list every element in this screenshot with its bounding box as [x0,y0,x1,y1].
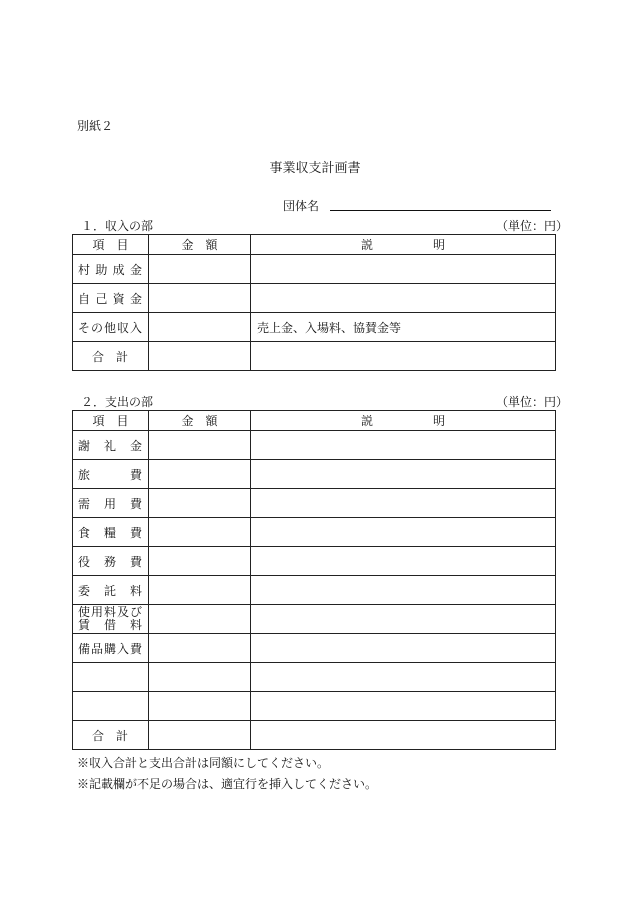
table-row [73,518,556,547]
table-row [73,634,556,663]
organization-name-line[interactable] [330,210,551,211]
description-cell[interactable] [251,489,556,518]
item-label[interactable] [73,692,149,721]
table-row [73,255,556,284]
note-equal-totals: ※収入合計と支出合計は同額にしてください。 [77,756,330,770]
item-label: 旅費 [73,460,149,489]
total-amount-cell[interactable] [149,342,251,371]
item-label: 自己資金 [73,284,149,313]
item-label: 役務費 [73,547,149,576]
item-label-line1: 使用料及び [78,605,142,619]
description-cell[interactable] [251,255,556,284]
description-cell[interactable] [251,576,556,605]
expense-total-row [73,721,556,750]
item-label: 備品購入費 [73,634,149,663]
description-cell[interactable] [251,634,556,663]
item-label[interactable] [73,663,149,692]
amount-cell[interactable] [149,313,251,342]
item-label: その他収入 [73,313,149,342]
table-row [73,547,556,576]
amount-cell[interactable] [149,255,251,284]
description-cell[interactable] [251,547,556,576]
total-label: 合 計 [73,342,149,371]
income-unit-label: （単位：円） [496,219,569,233]
total-description-cell[interactable] [251,342,556,371]
amount-cell[interactable] [149,489,251,518]
table-row [73,692,556,721]
description-cell[interactable] [251,460,556,489]
description-cell[interactable]: 売上金、入場料、協賛金等 [251,313,556,342]
description-cell[interactable] [251,605,556,634]
table-row [73,576,556,605]
item-label: 需用費 [73,489,149,518]
note-insert-rows: ※記載欄が不足の場合は、適宜行を挿入してください。 [77,777,378,791]
income-section-title: １．収入の部 [81,219,154,233]
amount-cell[interactable] [149,605,251,634]
header-item: 項 目 [73,411,149,431]
table-row [73,284,556,313]
header-item: 項 目 [73,235,149,255]
total-amount-cell[interactable] [149,721,251,750]
table-row [73,431,556,460]
header-amount: 金 額 [149,411,251,431]
income-total-row [73,342,556,371]
income-header-row [73,235,556,255]
table-row [73,605,556,634]
item-label [73,605,149,634]
income-table [72,234,556,371]
table-row [73,489,556,518]
description-cell[interactable] [251,431,556,460]
amount-cell[interactable] [149,284,251,313]
amount-cell[interactable] [149,460,251,489]
description-cell[interactable] [251,518,556,547]
total-label: 合 計 [73,721,149,750]
expense-section-title: ２．支出の部 [81,395,154,409]
table-row [73,460,556,489]
item-label: 食糧費 [73,518,149,547]
header-description: 説 明 [251,235,556,255]
header-amount: 金 額 [149,235,251,255]
total-description-cell[interactable] [251,721,556,750]
attachment-label: 別紙２ [77,119,114,133]
item-label: 村助成金 [73,255,149,284]
description-cell[interactable] [251,692,556,721]
item-label: 謝礼金 [73,431,149,460]
amount-cell[interactable] [149,576,251,605]
organization-label: 団体名 [283,199,320,213]
table-row [73,663,556,692]
document-title: 事業収支計画書 [269,161,361,176]
expense-unit-label: （単位：円） [496,395,569,409]
description-cell[interactable] [251,663,556,692]
expense-table [72,410,556,750]
amount-cell[interactable] [149,692,251,721]
amount-cell[interactable] [149,547,251,576]
amount-cell[interactable] [149,634,251,663]
amount-cell[interactable] [149,518,251,547]
table-row [73,313,556,342]
description-cell[interactable] [251,284,556,313]
item-label: 委託料 [73,576,149,605]
item-label-line2: 賃借料 [78,618,142,632]
header-description: 説 明 [251,411,556,431]
amount-cell[interactable] [149,663,251,692]
amount-cell[interactable] [149,431,251,460]
expense-header-row [73,411,556,431]
